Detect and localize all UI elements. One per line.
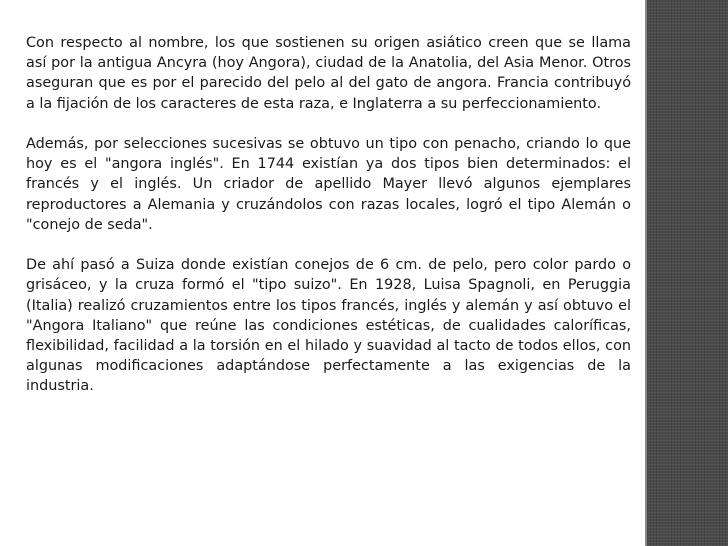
paragraph-breed-types: Además, por selecciones sucesivas se obtuvo un tipo con penacho, criando lo que hoy es el "angora inglés". En 1744 existían ya dos tipos bien determinados: el francés y el inglés. Un criador de apellido Mayer llevó algunos ejemplares reproductores a Alemania y cruzándolos con razas locales, logró el tipo Alemán o "conejo de seda". bbox=[26, 136, 631, 233]
paragraph-italian-angora: De ahí pasó a Suiza donde existían conejos de 6 cm. de pelo, pero color pardo o grisáceo, y la cruza formó el "tipo suizo". En 1928, Luisa Spagnoli, en Peruggia (Italia) realizó cruzamientos entre los tipos francés, inglés y alemán y así obtuvo el "Angora Italiano" que reúne las condiciones estéticas, de cualidades caloríficas, flexibilidad, facilidad a la torsión en el hilado y suavidad al tacto de todos ellos, con algunas modificaciones adaptándose perfectamente a las exigencias de la industria. bbox=[26, 257, 631, 395]
decorative-side-band bbox=[647, 0, 728, 546]
text-body bbox=[26, 33, 631, 397]
paragraph-name-origin: Con respecto al nombre, los que sostienen su origen asiático creen que se llama así por la antigua Ancyra (hoy Angora), ciudad de la Anatolia, del Asia Menor. Otros aseguran que es por el parecido del pelo al del gato de angora. Francia contribuyó a la fijación de los caracteres de esta raza, e Inglaterra a su perfeccionamiento. bbox=[26, 35, 631, 112]
